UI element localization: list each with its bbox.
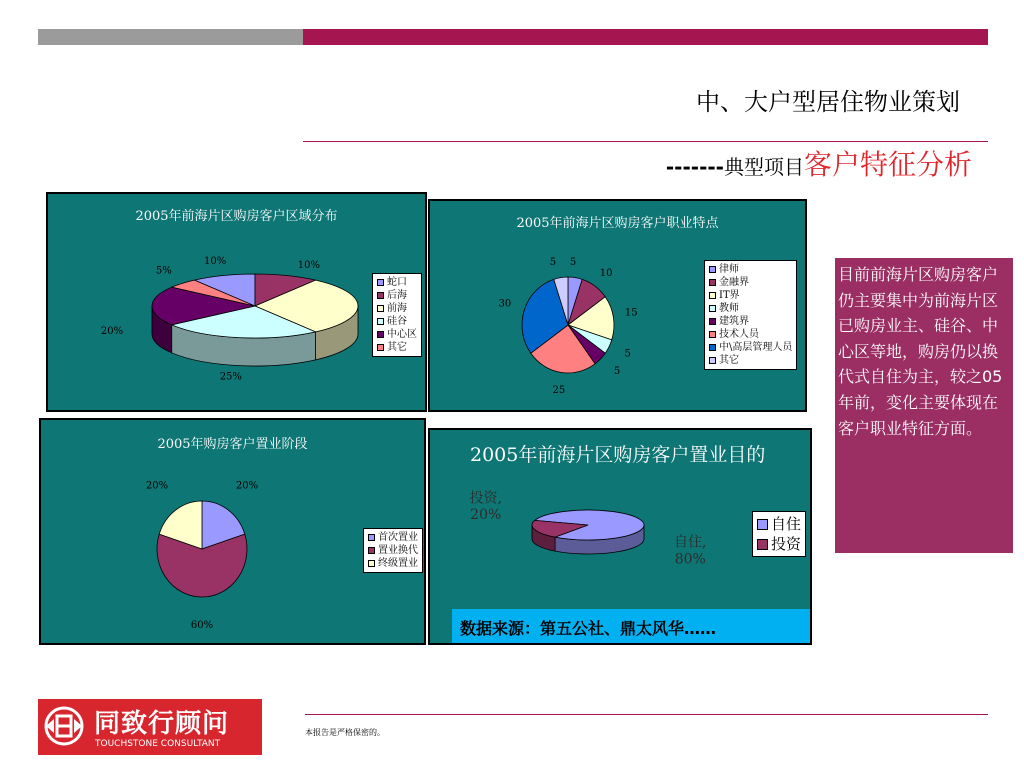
data-label: 15 [624, 307, 638, 319]
top-bar-gray [38, 29, 303, 45]
legend-label: 律师 [719, 264, 739, 275]
legend-swatch [709, 305, 716, 312]
data-label: 5 [613, 365, 621, 377]
legend-item [377, 328, 417, 341]
legend-label: 硅谷 [387, 316, 407, 327]
data-label: 5% [155, 265, 172, 277]
legend-swatch [368, 534, 375, 541]
data-label: 5 [624, 348, 631, 360]
legend-swatch [377, 344, 384, 351]
data-label: 5 [549, 257, 557, 269]
summary-text: 目前前海片区购房客户仍主要集中为前海片区已购房业主、硅谷、中心区等地，购房仍以换代式自住为主，较之05年前，变化主要体现在客户职业特征方面。 [835, 258, 1013, 553]
legend-label: 金融界 [719, 277, 749, 288]
page-subtitle [560, 143, 972, 183]
subtitle-prefix: 典型项目 [723, 155, 804, 179]
legend-swatch [377, 292, 384, 299]
chart-title: 2005年前海片区购房客户区域分布 [135, 209, 338, 224]
pie-3d-region [48, 194, 427, 412]
legend-swatch [368, 547, 375, 554]
legend-swatch [709, 318, 716, 325]
legend-item [377, 276, 417, 289]
legend-swatch [709, 344, 716, 351]
legend-swatch [709, 357, 716, 364]
title-divider [303, 141, 988, 142]
legend-item [709, 328, 792, 341]
chart-occupation [428, 199, 807, 412]
legend-item [709, 276, 792, 289]
legend-label: 终级置业 [378, 558, 418, 569]
legend-swatch [377, 331, 384, 338]
data-label: 30 [498, 298, 512, 310]
legend-label: 建筑界 [719, 316, 749, 327]
legend-label: IT界 [719, 290, 740, 301]
company-logo [38, 699, 262, 755]
legend-swatch [709, 266, 716, 273]
chart-title: 2005年前海片区购房客户职业特点 [516, 216, 719, 231]
data-label: 60% [190, 620, 214, 632]
legend-swatch [709, 292, 716, 299]
legend-swatch [757, 519, 768, 530]
legend-item [709, 302, 792, 315]
confidential-note: 本报告是严格保密的。 [305, 728, 385, 737]
data-label: 20% [100, 326, 124, 337]
legend-item [368, 557, 418, 570]
legend-label: 其它 [719, 355, 739, 366]
legend-item [377, 302, 417, 315]
legend-label: 投资 [771, 535, 802, 553]
footer-divider [305, 714, 988, 715]
logo-mark-icon [44, 706, 84, 746]
legend-item [377, 341, 417, 354]
legend-label: 中\高层管理人员 [719, 342, 793, 353]
legend-swatch [377, 318, 384, 325]
chart-legend [363, 528, 423, 573]
legend-item [709, 341, 792, 354]
legend-swatch [377, 305, 384, 312]
legend-item [709, 263, 792, 276]
legend-swatch [757, 539, 768, 550]
chart-purchase-stage [39, 418, 426, 645]
legend-item [377, 289, 417, 302]
chart-title: 2005年购房客户置业阶段 [157, 437, 308, 452]
legend-label: 技术人员 [719, 329, 759, 340]
chart-legend [704, 260, 797, 370]
legend-label: 前海 [387, 303, 407, 314]
chart-legend [372, 273, 422, 357]
data-label: 25% [219, 371, 242, 383]
legend-item [757, 514, 801, 534]
data-label: 10% [204, 255, 227, 267]
legend-label: 中心区 [387, 329, 417, 340]
data-label: 投资, 20% [469, 490, 502, 524]
data-label: 10 [599, 268, 613, 280]
legend-label: 后海 [387, 290, 407, 301]
legend-label: 其它 [387, 342, 407, 353]
logo-name-cn: 同致行顾问 [94, 709, 230, 739]
chart-region-distribution [46, 192, 427, 412]
legend-item [709, 289, 792, 302]
legend-swatch [368, 560, 375, 567]
legend-label: 教师 [719, 303, 739, 314]
legend-swatch [377, 279, 384, 286]
legend-item [368, 544, 418, 557]
subtitle-highlight: 客户特征分析 [803, 148, 972, 181]
data-label: 自住, 80% [674, 534, 707, 568]
legend-label: 蛇口 [387, 277, 407, 288]
data-label: 20% [235, 480, 259, 492]
data-source: 数据来源：第五公社、鼎太风华…… [452, 609, 810, 643]
chart-title: 2005年前海片区购房客户置业目的 [470, 444, 766, 466]
data-label: 20% [145, 480, 169, 492]
chart-legend [752, 511, 806, 557]
data-label: 10% [297, 259, 320, 271]
legend-item [377, 315, 417, 328]
subtitle-dash: ------- [665, 155, 724, 179]
legend-label: 首次置业 [378, 532, 418, 543]
legend-label: 置业换代 [378, 545, 418, 556]
page-title: 中、大户型居住物业策划 [696, 88, 960, 116]
logo-name-en: TOUCHSTONE CONSULTANT [95, 739, 221, 749]
data-label: 5 [569, 257, 577, 269]
data-label: 25 [552, 384, 566, 396]
legend-label: 自住 [771, 515, 802, 533]
legend-item [709, 315, 792, 328]
legend-item [757, 534, 801, 554]
legend-swatch [709, 331, 716, 338]
legend-item [368, 531, 418, 544]
legend-swatch [709, 279, 716, 286]
top-bar-red [303, 29, 988, 45]
legend-item [709, 354, 792, 367]
